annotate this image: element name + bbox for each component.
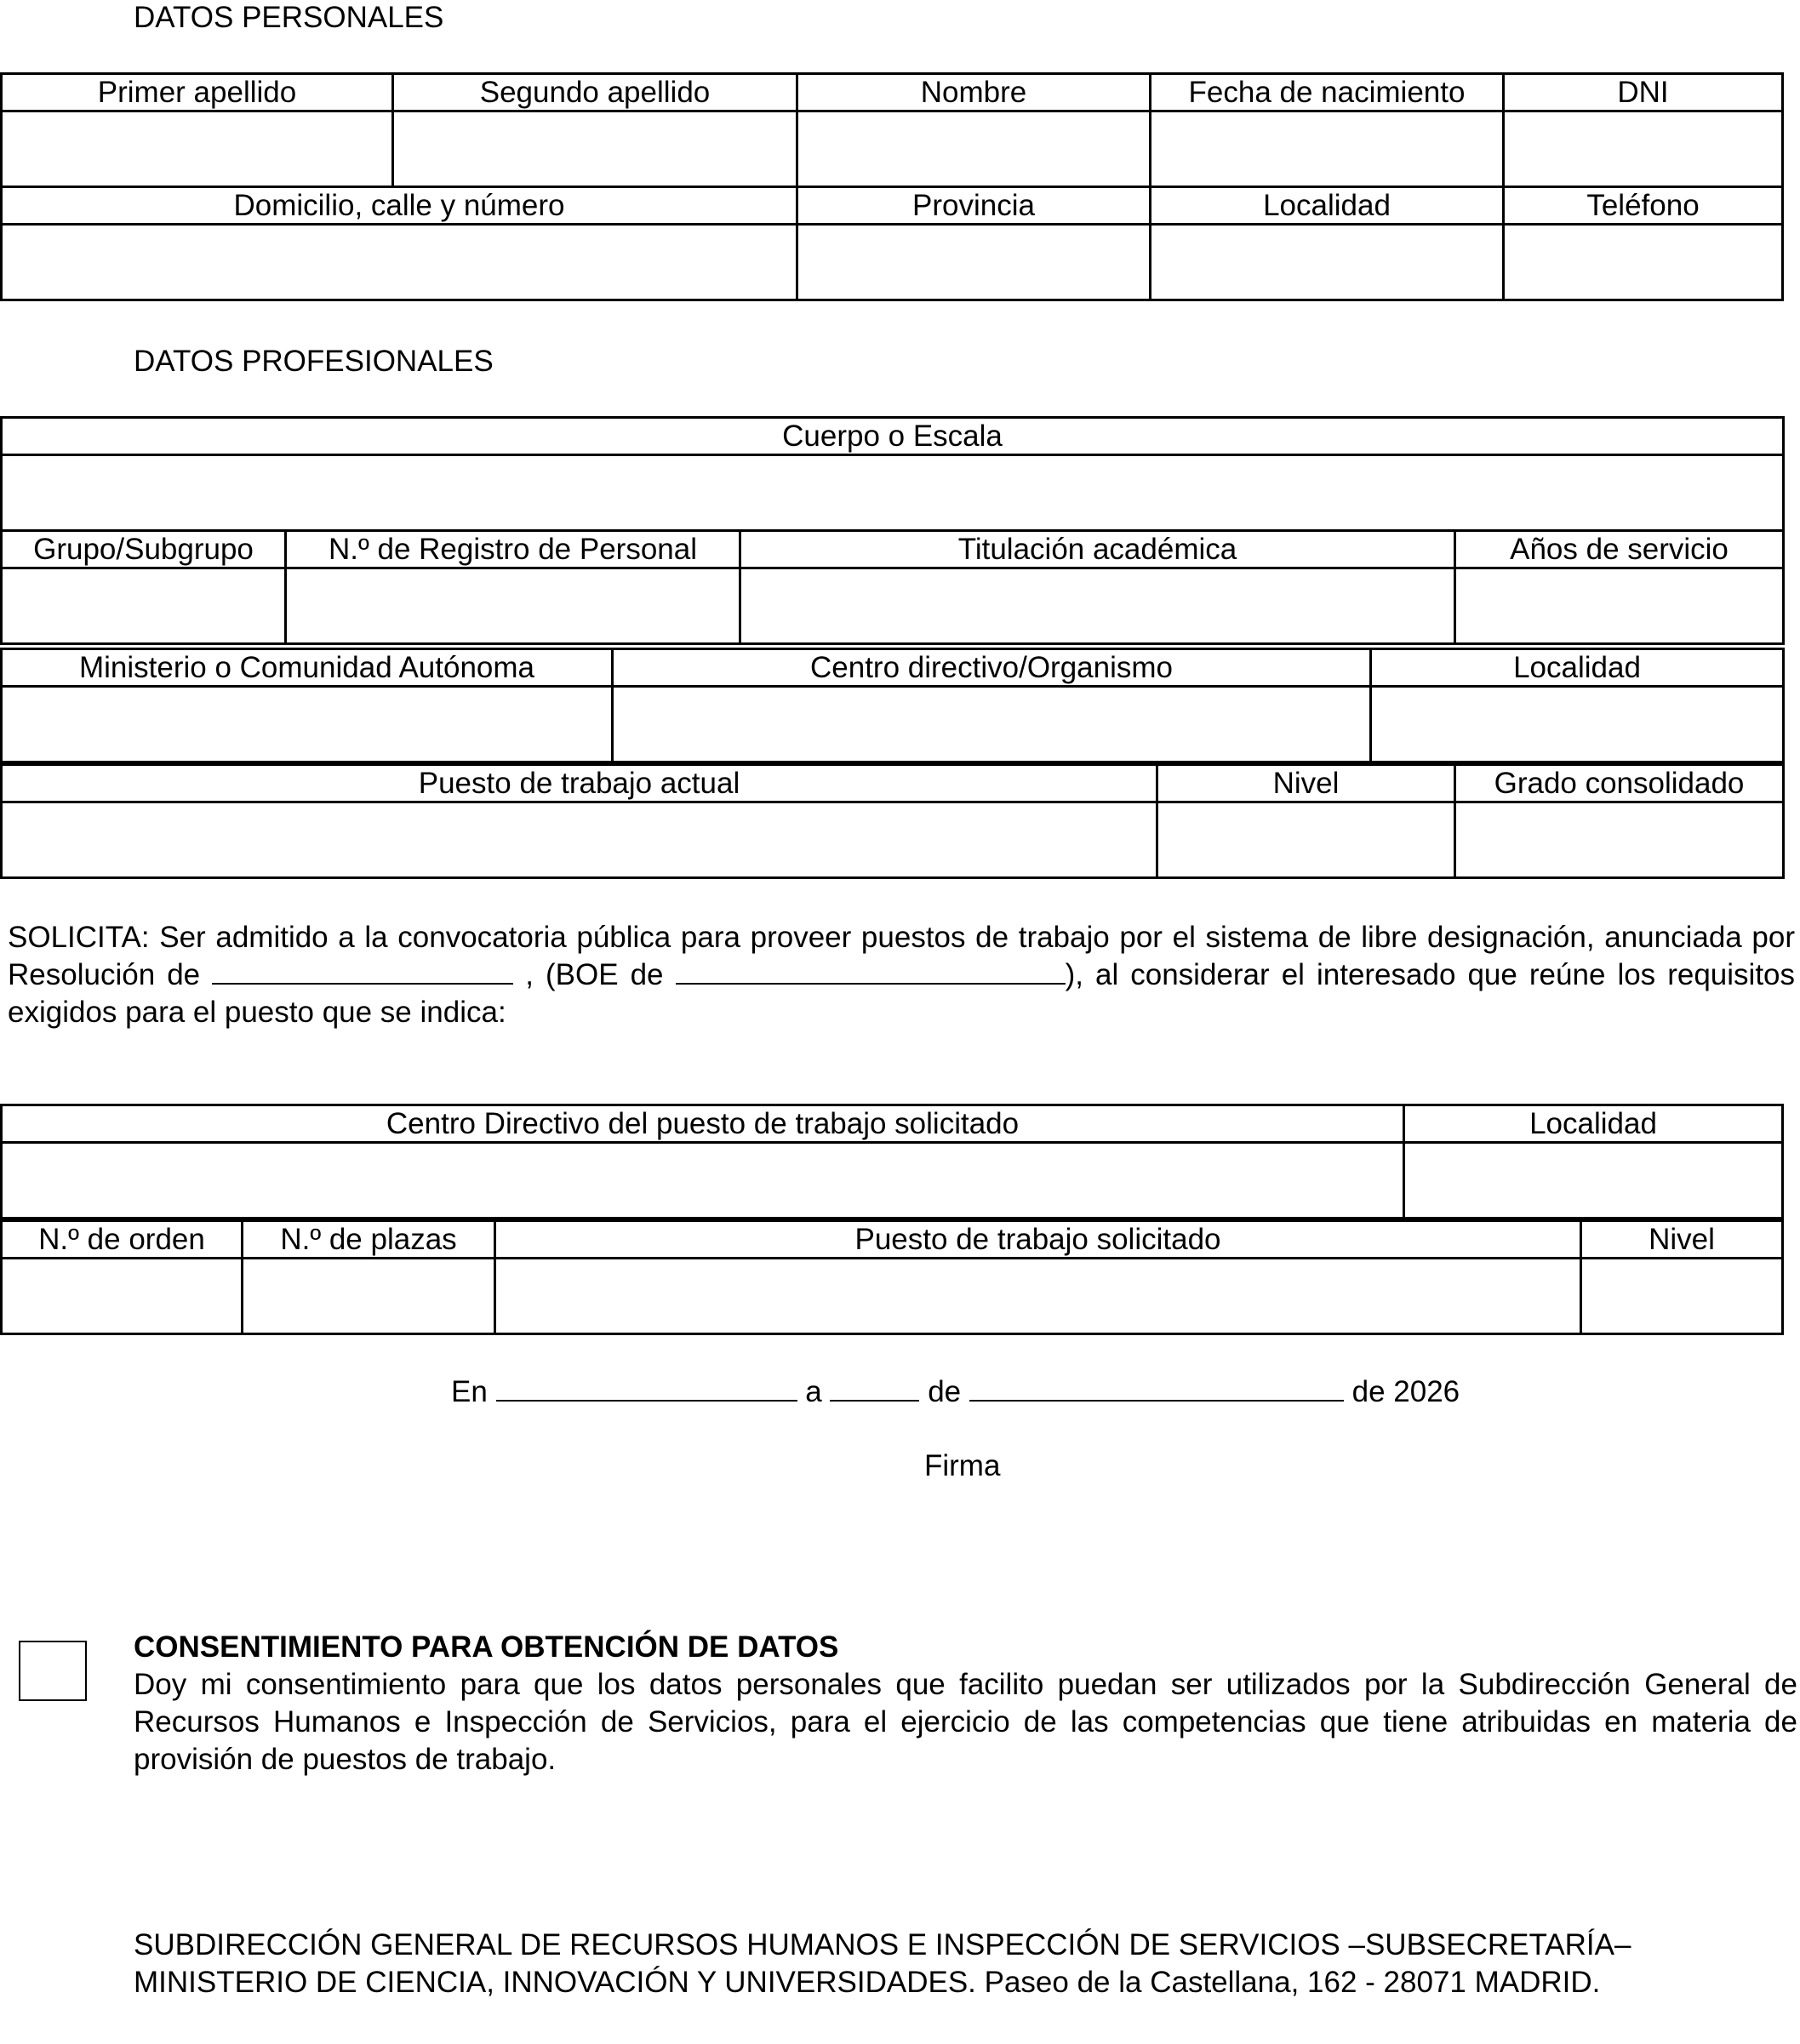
localidad-prof-field[interactable]	[1371, 687, 1784, 762]
footer-line-1: SUBDIRECCIÓN GENERAL DE RECURSOS HUMANOS E INSPECCIÓN DE SERVICIOS –SUBSECRETARÍA–	[134, 1928, 1631, 1961]
date-year-label: de 2026	[1351, 1375, 1460, 1408]
date-a-label: a	[805, 1375, 822, 1408]
numero-orden-field[interactable]	[2, 1259, 243, 1334]
header-dni: DNI	[1504, 74, 1783, 111]
professional-data-table-3	[0, 763, 1785, 879]
centro-directivo-field[interactable]	[613, 687, 1371, 762]
request-text-3: ), al considerar el interesado que reúne los requisitos exigidos para el puesto que se indica:	[8, 958, 1796, 1029]
dni-field[interactable]	[1504, 111, 1783, 187]
header-grado-consolidado: Grado consolidado	[1455, 765, 1784, 802]
telefono-field[interactable]	[1504, 225, 1783, 300]
header-numero-orden: N.º de orden	[2, 1221, 243, 1259]
header-centro-directivo-solicitado: Centro Directivo del puesto de trabajo solicitado	[2, 1105, 1404, 1143]
consent-block	[134, 1629, 1797, 1779]
resolucion-blank[interactable]	[212, 957, 513, 985]
localidad-solicitada-field[interactable]	[1404, 1143, 1783, 1219]
nivel-field[interactable]	[1157, 802, 1455, 878]
footer-line-2: MINISTERIO DE CIENCIA, INNOVACIÓN Y UNIVERSIDADES. Paseo de la Castellana, 162 - 28071 MADRID.	[134, 1966, 1601, 1999]
titulacion-field[interactable]	[740, 568, 1455, 644]
requested-table-1	[0, 1104, 1784, 1219]
segundo-apellido-field[interactable]	[393, 111, 797, 187]
header-nivel-solicitado: Nivel	[1581, 1221, 1783, 1259]
header-provincia: Provincia	[797, 187, 1151, 225]
puesto-actual-field[interactable]	[2, 802, 1157, 878]
puesto-solicitado-field[interactable]	[495, 1259, 1581, 1334]
firma-label: Firma	[924, 1449, 1001, 1482]
header-fecha-nacimiento: Fecha de nacimiento	[1151, 74, 1504, 111]
date-en-label: En	[451, 1375, 488, 1408]
domicilio-field[interactable]	[2, 225, 797, 300]
consent-checkbox[interactable]	[19, 1641, 87, 1701]
header-puesto-actual: Puesto de trabajo actual	[2, 765, 1157, 802]
header-puesto-solicitado: Puesto de trabajo solicitado	[495, 1221, 1581, 1259]
header-nombre: Nombre	[797, 74, 1151, 111]
header-numero-plazas: N.º de plazas	[243, 1221, 495, 1259]
header-nivel: Nivel	[1157, 765, 1455, 802]
header-telefono: Teléfono	[1504, 187, 1783, 225]
localidad-field[interactable]	[1151, 225, 1504, 300]
header-cuerpo-escala: Cuerpo o Escala	[2, 418, 1784, 455]
header-titulacion: Titulación académica	[740, 531, 1455, 568]
numero-plazas-field[interactable]	[243, 1259, 495, 1334]
professional-data-table-2	[0, 648, 1785, 763]
requested-table-2	[0, 1219, 1784, 1335]
request-text-2: , (BOE de	[525, 958, 664, 991]
date-line	[451, 1373, 1460, 1411]
header-primer-apellido: Primer apellido	[2, 74, 393, 111]
nivel-solicitado-field[interactable]	[1581, 1259, 1783, 1334]
date-place-blank[interactable]	[496, 1374, 797, 1402]
date-month-blank[interactable]	[969, 1374, 1344, 1402]
consent-text: Doy mi consentimiento para que los datos personales que facilito puedan ser utilizados por la Subdirección General de Recursos Humanos e Inspección de Servicios, para el ejercicio de las competencias que tiene atribuidas en materia de provisión de puestos de trabajo.	[134, 1668, 1797, 1776]
primer-apellido-field[interactable]	[2, 111, 393, 187]
personal-data-table	[0, 72, 1784, 301]
header-localidad-solicitada: Localidad	[1404, 1105, 1783, 1143]
footer-address	[134, 1927, 1797, 2001]
header-segundo-apellido: Segundo apellido	[393, 74, 797, 111]
header-ministerio: Ministerio o Comunidad Autónoma	[2, 649, 613, 687]
header-anos-servicio: Años de servicio	[1455, 531, 1784, 568]
registro-personal-field[interactable]	[286, 568, 740, 644]
request-text-1: SOLICITA: Ser admitido a la convocatoria pública para proveer puestos de trabajo por el sistema de libre designación, anunciada por Resolución de	[8, 921, 1795, 991]
centro-directivo-solicitado-field[interactable]	[2, 1143, 1404, 1219]
request-paragraph	[8, 919, 1795, 1031]
nombre-field[interactable]	[797, 111, 1151, 187]
ministerio-field[interactable]	[2, 687, 613, 762]
header-localidad: Localidad	[1151, 187, 1504, 225]
provincia-field[interactable]	[797, 225, 1151, 300]
professional-data-table-1	[0, 416, 1785, 645]
anos-servicio-field[interactable]	[1455, 568, 1784, 644]
header-grupo-subgrupo: Grupo/Subgrupo	[2, 531, 286, 568]
header-registro-personal: N.º de Registro de Personal	[286, 531, 740, 568]
cuerpo-escala-field[interactable]	[2, 455, 1784, 531]
date-day-blank[interactable]	[830, 1374, 919, 1402]
boe-blank[interactable]	[676, 957, 1066, 985]
header-domicilio: Domicilio, calle y número	[2, 187, 797, 225]
header-centro-directivo: Centro directivo/Organismo	[613, 649, 1371, 687]
grupo-subgrupo-field[interactable]	[2, 568, 286, 644]
section-title-personal: DATOS PERSONALES	[134, 1, 444, 34]
header-localidad-prof: Localidad	[1371, 649, 1784, 687]
consent-title: CONSENTIMIENTO PARA OBTENCIÓN DE DATOS	[134, 1630, 839, 1664]
fecha-nacimiento-field[interactable]	[1151, 111, 1504, 187]
grado-consolidado-field[interactable]	[1455, 802, 1784, 878]
section-title-professional: DATOS PROFESIONALES	[134, 345, 494, 378]
date-de-label: de	[928, 1375, 962, 1408]
